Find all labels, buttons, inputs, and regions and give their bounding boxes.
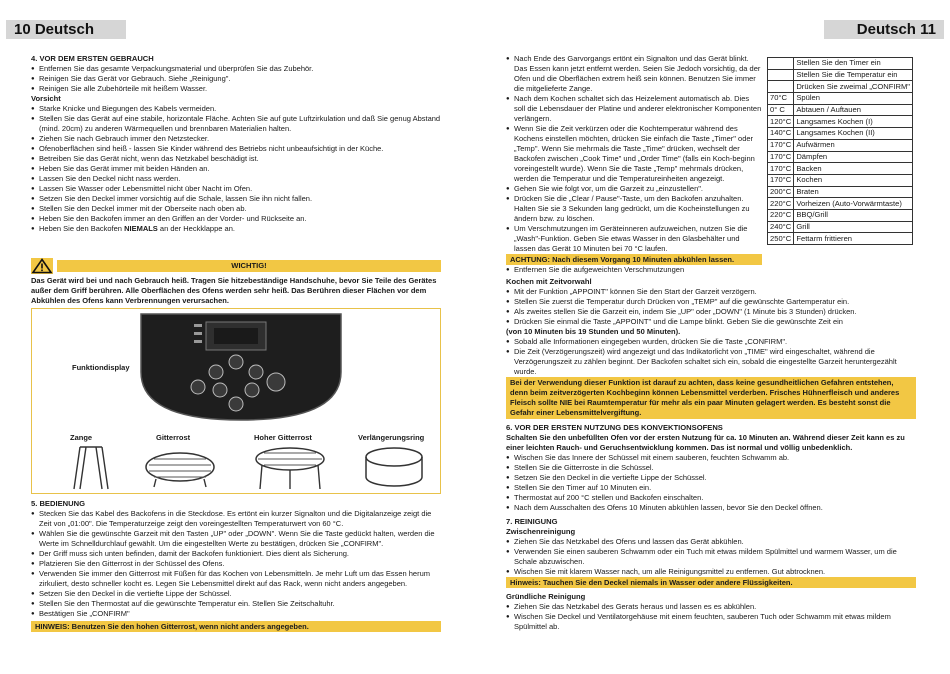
section4-list <box>31 64 441 94</box>
caution-list <box>31 104 441 234</box>
list-item: ● Betreiben Sie das Gerät nicht, wenn das Netzkabel beschädigt ist. <box>31 154 441 164</box>
table-row <box>768 116 913 128</box>
list-item: ● Gehen Sie wie folgt vor, um die Garzeit zu „einzustellen". <box>506 184 762 194</box>
between-title: Zwischenreinigung <box>506 527 576 536</box>
temp-cell: 120°C <box>768 116 794 128</box>
program-cell: Stellen Sie den Timer ein <box>794 58 913 70</box>
text-pre: Heben Sie den Backofen <box>39 224 125 233</box>
table-row <box>768 221 913 233</box>
temp-cell: 140°C <box>768 128 794 140</box>
table-row <box>768 163 913 175</box>
list-item: ● Sobald alle Informationen eingegeben wurden, drücken Sie die Taste „CONFIRM". <box>506 337 916 347</box>
accessories-figure <box>31 308 441 494</box>
warning-title: WICHTIG! <box>57 260 441 272</box>
tongs-illustration <box>66 445 114 493</box>
temp-cell <box>768 81 794 93</box>
list-item: ● Bestätigen Sie „CONFIRM" <box>31 609 441 619</box>
list-item: ● Nach Ende des Garvorgangs ertönt ein Signalton und das Gerät blinkt. Das Essen kann jetzt entfernt werden. Seien Sie Jedoch vorsichtig, da der Ofen und die Oberflächen extrem heiß sein können. Benutzen Sie immer die mitgelieferte Zange. <box>506 54 762 94</box>
timer-bold-note: (von 10 Minuten bis 19 Stunden und 50 Minuten). <box>506 327 681 336</box>
list-item: ● Stellen Sie zuerst die Temperatur durch Drücken von „TEMP" auf die gewünschte Gartemperatur ein. <box>506 297 916 307</box>
list-item: ● Verwenden Sie immer den Gitterrost mit Füßen für das Kochen von Lebensmitteln. Je mehr Luft um das Essen herum zirkuliert, desto schneller kocht es. Legen Sie Lebensmittel direkt auf das Rack, wenn nicht anders angegeben. <box>31 569 441 589</box>
table-row <box>768 93 913 105</box>
timer-title: Kochen mit Zeitvorwahl <box>506 277 592 286</box>
rack-illustration <box>142 447 218 489</box>
temp-cell: 70°C <box>768 93 794 105</box>
left-column <box>31 54 441 234</box>
temp-cell: 170°C <box>768 163 794 175</box>
program-cell: Vorheizen (Auto-Vorwärmtaste) <box>794 198 913 210</box>
ring-illustration <box>362 445 426 491</box>
list-item: ● Heben Sie den Backofen immer an den Griffen an der Vorder- und Rückseite an. <box>31 214 441 224</box>
list-item: ● Wischen Sie das Innere der Schüssel mit einem sauberen, feuchten Schwamm ab. <box>506 453 916 463</box>
list-item: ● Als zweites stellen Sie die Garzeit ein, indem Sie „UP" oder „DOWN" (1 Minute bis 3 Stunden) drücken. <box>506 307 916 317</box>
list-item: ● Wischen Sie Deckel und Ventilatorgehäuse mit einem feuchten, sauberen Tuch oder Schwamm mit etwas mildem Spülmittel ab. <box>506 612 916 632</box>
list-item: ● Um Verschmutzungen im Geräteinneren aufzuweichen, nutzen Sie die „Wash"-Funktion. Geben Sie etwas Wasser in den Glasbehälter und lassen das Gerät 10 Minuten bei 70 °C laufen. <box>506 224 762 254</box>
list-item: ● Verwenden Sie einen sauberen Schwamm oder ein Tuch mit etwas mildem Spülmittel und warmem Wasser, um die Schale abzuwischen. <box>506 547 916 567</box>
temperature-table-body <box>768 58 913 245</box>
program-cell: Dämpfen <box>794 151 913 163</box>
temp-cell: 170°C <box>768 174 794 186</box>
text-bold: NIEMALS <box>124 224 158 233</box>
list-item: ● Ziehen Sie nach Gebrauch immer den Netzstecker. <box>31 134 441 144</box>
warning-icon <box>31 258 53 274</box>
attention-bar: ACHTUNG: Nach diesem Vorgang 10 Minuten abkühlen lassen. <box>506 254 762 265</box>
table-row <box>768 151 913 163</box>
temp-cell: 220°C <box>768 209 794 221</box>
program-cell: Kochen <box>794 174 913 186</box>
program-cell: Langsames Kochen (II) <box>794 128 913 140</box>
program-cell: Langsames Kochen (I) <box>794 116 913 128</box>
temp-cell: 240°C <box>768 221 794 233</box>
table-row <box>768 81 913 93</box>
program-cell: Grill <box>794 221 913 233</box>
list-item: ● Setzen Sie den Deckel in die vertiefte Lippe der Schüssel. <box>31 589 441 599</box>
table-row <box>768 69 913 81</box>
table-row <box>768 186 913 198</box>
list-item: ● Die Zeit (Verzögerungszeit) wird angezeigt und das Indikatorlicht von „TIME" wird eingeschaltet, während die Verzögerungszeit zu zählen beginnt. Der Backofen schaltet sich ein, sobald die eingestellte Garzeit heruntergezählt wurde. <box>506 347 916 377</box>
caution-title: Vorsicht <box>31 94 61 103</box>
section6-intro: Schalten Sie den unbefüllten Ofen vor der ersten Nutzung für ca. 10 Minuten an. Während dieser Zeit kann es zu einer leichten Rauch- und Geruchsentwicklung kommen. Das ist normal und völlig unbedenklich. <box>506 433 905 452</box>
program-cell: Backen <box>794 163 913 175</box>
list-item: ● Platzieren Sie den Gitterrost in der Schüssel des Ofens. <box>31 559 441 569</box>
table-row <box>768 198 913 210</box>
label-rack: Gitterrost <box>156 433 191 442</box>
list-item: ● Stellen Sie den Deckel immer mit der Oberseite nach oben ab. <box>31 204 441 214</box>
program-cell: Fettarm frittieren <box>794 233 913 245</box>
timer-warning-bar: Bei der Verwendung dieser Funktion ist darauf zu achten, dass keine gesundheitlichen Gefahren entstehen, denn beim zeitverzögerten Kochbeginn können Lebensmittel verderben. Frisches Hühnerfleisch und anderes Fleisch sollte NIE bei Raumtemperatur für mehr als ein paar Minuten gelagert werden. Es besteht sonst die Gefahr einer Lebensmittelvergiftung. <box>506 377 916 419</box>
list-item: ● Wenn Sie die Zeit verkürzen oder die Kochtemperatur während des Kochens einstellen möchten, drücken Sie einfach die Taste „Timer" oder „Temp". Wenn Sie mehrmals die Taste „Time" drücken, wechselt der Backofen zwischen „Cook Time" und „Order Time" (falls ein Koch-beginn voreingestellt wurde). Wenn Sie die Taste „Temp" mehrmals drücken, werden die Temperatur und die Temperatureinheiten angezeigt. <box>506 124 762 184</box>
section6-title: 6. VOR DER ERSTEN NUTZUNG DES KONVEKTIONSOFENS <box>506 423 723 432</box>
temp-cell: 0° C <box>768 104 794 116</box>
table-row <box>768 139 913 151</box>
list-item <box>31 224 441 234</box>
label-high-rack: Hoher Gitterrost <box>254 433 312 442</box>
program-cell: Abtauen / Auftauen <box>794 104 913 116</box>
list-item: ● Thermostat auf 200 °C stellen und Backofen einschalten. <box>506 493 916 503</box>
table-row <box>768 58 913 70</box>
high-rack-illustration <box>252 445 328 491</box>
label-display: Funktiondisplay <box>72 363 130 372</box>
list-item: ● Heben Sie das Gerät immer mit beiden Händen an. <box>31 164 441 174</box>
list-item: ● Der Griff muss sich unten befinden, damit der Backofen funktioniert. Dies dient als Sicherung. <box>31 549 441 559</box>
program-cell: Drücken Sie zweimal „CONFIRM" <box>794 81 913 93</box>
list-item: ● Stellen Sie den Timer auf 10 Minuten ein. <box>506 483 916 493</box>
section5 <box>31 499 441 632</box>
list-item: ● Ziehen Sie das Netzkabel des Gerats heraus und lassen es es abkühlen. <box>506 602 916 612</box>
thorough-title: Gründliche Reinigung <box>506 592 586 601</box>
list-item: ● Ofenoberflächen sind heiß - lassen Sie Kinder während des Betriebs nicht unbeaufsichtigt in der Küche. <box>31 144 441 154</box>
list-item: ● Lassen Sie Wasser oder Lebensmittel nicht über Nacht im Ofen. <box>31 184 441 194</box>
list-item: ● Wählen Sie die gewünschte Garzeit mit den Tasten „UP" oder „DOWN". Wenn Sie die Taste gedückt halten, werden die Werte im Schnelldurchlauf gewählt. Um die eingestellten Werte zu bestätigen, drücken Sie „CONFIRM". <box>31 529 441 549</box>
warning-text: Das Gerät wird bei und nach Gebrauch heiß. Tragen Sie hitzebeständige Handschuhe, bevor Sie Teile des Gerätes außer dem Griff berühren. Alle Oberflächen des Ofens werden sehr heiß. Das Berühren dieser Flächen vor dem Abkühlen des Ofens kann Verbrennungen verursachen. <box>31 276 437 305</box>
temp-cell <box>768 58 794 70</box>
temp-cell <box>768 69 794 81</box>
list-item: ● Drücken Sie einmal die Taste „APPOINT" und die Lampe blinkt. Geben Sie die gewünschte Zeit ein <box>506 317 916 327</box>
list-item: ● Mit der Funktion „APPOINT" können Sie den Start der Garzeit verzögern. <box>506 287 916 297</box>
page-header-right: Deutsch 11 <box>824 20 944 39</box>
list-item: ● Stellen Sie den Thermostat auf die gewünschte Temperatur ein. Stellen Sie Zeitschaltuhr. <box>31 599 441 609</box>
page-header-left: 10 Deutsch <box>6 20 126 39</box>
control-panel-illustration <box>136 312 346 422</box>
temp-cell: 170°C <box>768 139 794 151</box>
list-item: ● Stecken Sie das Kabel des Backofens in die Steckdose. Es ertönt ein kurzer Signalton und die Digitalanzeige zeigt die Zeit von „01:00". Die Temperaturzeige zeigt den voreingestellten Temperaturwert von 60 °C. <box>31 509 441 529</box>
temperature-table <box>767 57 913 245</box>
list-item: ● Entfernen Sie das gesamte Verpackungsmaterial und überprüfen Sie das Zubehör. <box>31 64 441 74</box>
list-item: ● Reinigen Sie alle Zubehörteile mit heißem Wasser. <box>31 84 441 94</box>
list-item: ● Entfernen Sie die aufgeweichten Verschmutzungen <box>506 265 762 275</box>
list-item: ● Drücken Sie die „Clear / Pause"-Taste, um den Backofen anzuhalten. Halten Sie sie 3 Sekunden lang gedrückt, um die Kocheinstellungen zu ändern bzw. zu löschen. <box>506 194 762 224</box>
temp-cell: 200°C <box>768 186 794 198</box>
program-cell: Aufwärmen <box>794 139 913 151</box>
program-cell: Stellen Sie die Temperatur ein <box>794 69 913 81</box>
list-item: ● Setzen Sie den Deckel immer vorsichtig auf die Schale, lassen Sie ihn nicht fallen. <box>31 194 441 204</box>
list-item: ● Nach dem Kochen schaltet sich das Heizelement automatisch ab. Dies soll die Lebensdauer der Platine und anderer elektronischer Komponenten verlängern. <box>506 94 762 124</box>
list-item: ● Reinigen Sie das Gerät vor Gebrauch. Siehe „Reinigung". <box>31 74 441 84</box>
clean-hint-bar: Hinweis: Tauchen Sie den Deckel niemals in Wasser oder andere Flüssigkeiten. <box>506 577 916 588</box>
top-list <box>506 54 762 275</box>
label-tongs: Zange <box>70 433 93 442</box>
program-cell: BBQ/Grill <box>794 209 913 221</box>
section7-title: 7. REINIGUNG <box>506 517 558 526</box>
temp-cell: 220°C <box>768 198 794 210</box>
temp-cell: 170°C <box>768 151 794 163</box>
program-cell: Spülen <box>794 93 913 105</box>
list-item: ● Wischen Sie mit klarem Wasser nach, um alle Reinigungsmittel zu entfernen. Gut abtrocknen. <box>506 567 916 577</box>
list-item: ● Setzen Sie den Deckel in die vertiefte Lippe der Schüssel. <box>506 473 916 483</box>
table-row <box>768 128 913 140</box>
list-item: ● Nach dem Ausschalten des Ofens 10 Minuten abkühlen lassen, bevor Sie den Deckel öffnen. <box>506 503 916 513</box>
list-item: ● Starke Knicke und Biegungen des Kabels vermeiden. <box>31 104 441 114</box>
table-row <box>768 174 913 186</box>
table-row <box>768 233 913 245</box>
list-item: ● Lassen Sie den Deckel nicht nass werden. <box>31 174 441 184</box>
section4-title: 4. VOR DEM ERSTEN GEBRAUCH <box>31 54 154 63</box>
table-row <box>768 209 913 221</box>
table-row <box>768 104 913 116</box>
list-item: ● Stellen Sie das Gerät auf eine stabile, horizontale Fläche. Achten Sie auf gute Luftzirkulation und daß Sie genug Abstand (mind. 20cm) zu anderen Wärmequellen und brennbaren Materialien halten. <box>31 114 441 134</box>
temp-cell: 250°C <box>768 233 794 245</box>
list-item: ● Stellen Sie die Gitterroste in die Schüssel. <box>506 463 916 473</box>
program-cell: Braten <box>794 186 913 198</box>
section5-title: 5. BEDIENUNG <box>31 499 86 508</box>
label-ring: Verlängerungsring <box>358 433 425 442</box>
list-item: ● Ziehen Sie das Netzkabel des Ofens und lassen das Gerät abkühlen. <box>506 537 916 547</box>
hint-bar: HINWEIS: Benutzen Sie den hohen Gitterrost, wenn nicht anders angegeben. <box>31 621 441 632</box>
text-post: an der Heckklappe an. <box>157 224 235 233</box>
